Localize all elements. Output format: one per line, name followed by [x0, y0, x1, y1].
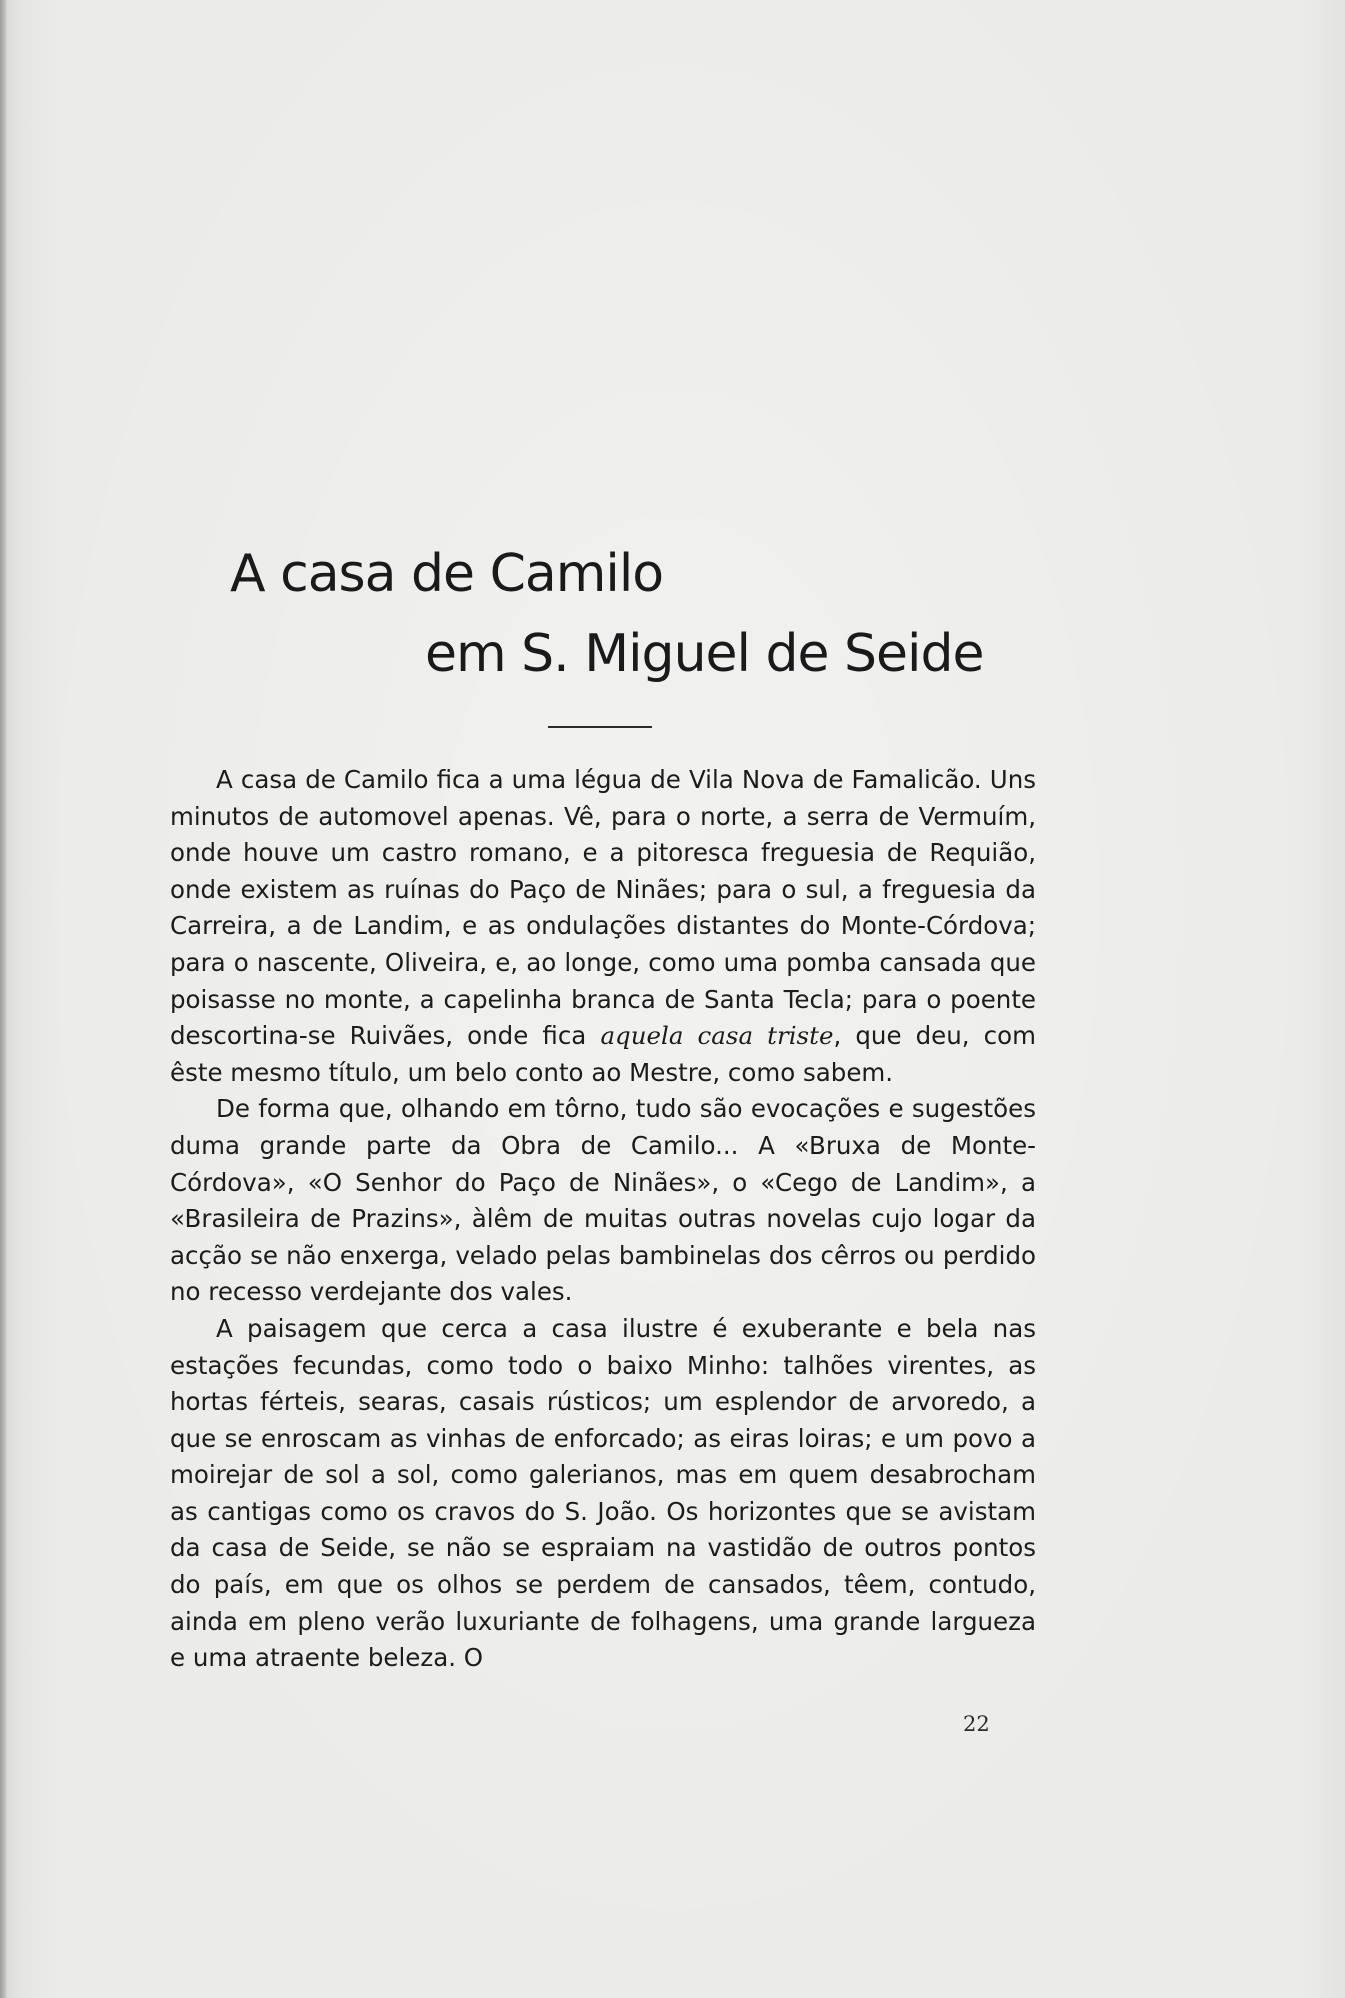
paragraph-1-text-end: , que deu, com êste mesmo título, um belo conto ao Mestre, como sabem.: [170, 1021, 1037, 1087]
page-number: 22: [963, 1712, 990, 1736]
paragraph-1: [170, 762, 1036, 1091]
chapter-body: [170, 762, 1036, 1677]
chapter-title-line-2: em S. Miguel de Seide: [425, 624, 984, 684]
paragraph-3: A paisagem que cerca a casa ilustre é exuberante e bela nas estações fecundas, como todo o baixo Minho: talhões virentes, as hortas férteis, searas, casais rústicos; um esplendor de arvoredo, a que se enroscam as vinhas de enforcado; as eiras loiras; e um povo a moirejar de sol a sol, como galerianos, mas em quem desabrocham as cantigas como os cravos do S. João. Os horizontes que se avistam da casa de Seide, se não se espraiam na vastidão de outros pontos do país, em que os olhos se perdem de cansados, têem, contudo, ainda em pleno verão luxuriante de folhagens, uma grande largueza e uma atraente beleza. O: [170, 1313, 1036, 1673]
italic-phrase: aquela casa triste: [600, 1021, 834, 1051]
chapter-title-line-1: A casa de Camilo: [230, 544, 664, 604]
paragraph-1-text-start: A casa de Camilo fica a uma légua de Vila Nova de Famalicão. Uns minutos de automovel apenas. Vê, para o norte, a serra de Vermuím, onde houve um castro romano, e a pitoresca freguesia de Requião, onde existem as ruínas do Paço de Ninães; para o sul, a freguesia da Carreira, a de Landim, e as ondulações distantes do Monte-Córdova; para o nascente, Oliveira, e, ao longe, como uma pomba cansada que poisasse no monte, a capelinha branca de Santa Tecla; para o poente descortina-se Ruivães, onde fica: [170, 765, 1036, 1051]
title-divider: [548, 726, 652, 728]
page-gutter-shadow: [0, 0, 7, 1998]
paragraph-2: De forma que, olhando em tôrno, tudo são evocações e sugestões duma grande parte da Obra de Camilo... A «Bruxa de Monte-Córdova», «O Senhor do Paço de Ninães», o «Cego de Landim», a «Brasileira de Prazins», àlêm de muitas outras novelas cujo logar da acção se não enxerga, velado pelas bambinelas dos cêrros ou perdido no recesso verdejante dos vales.: [170, 1094, 1036, 1307]
